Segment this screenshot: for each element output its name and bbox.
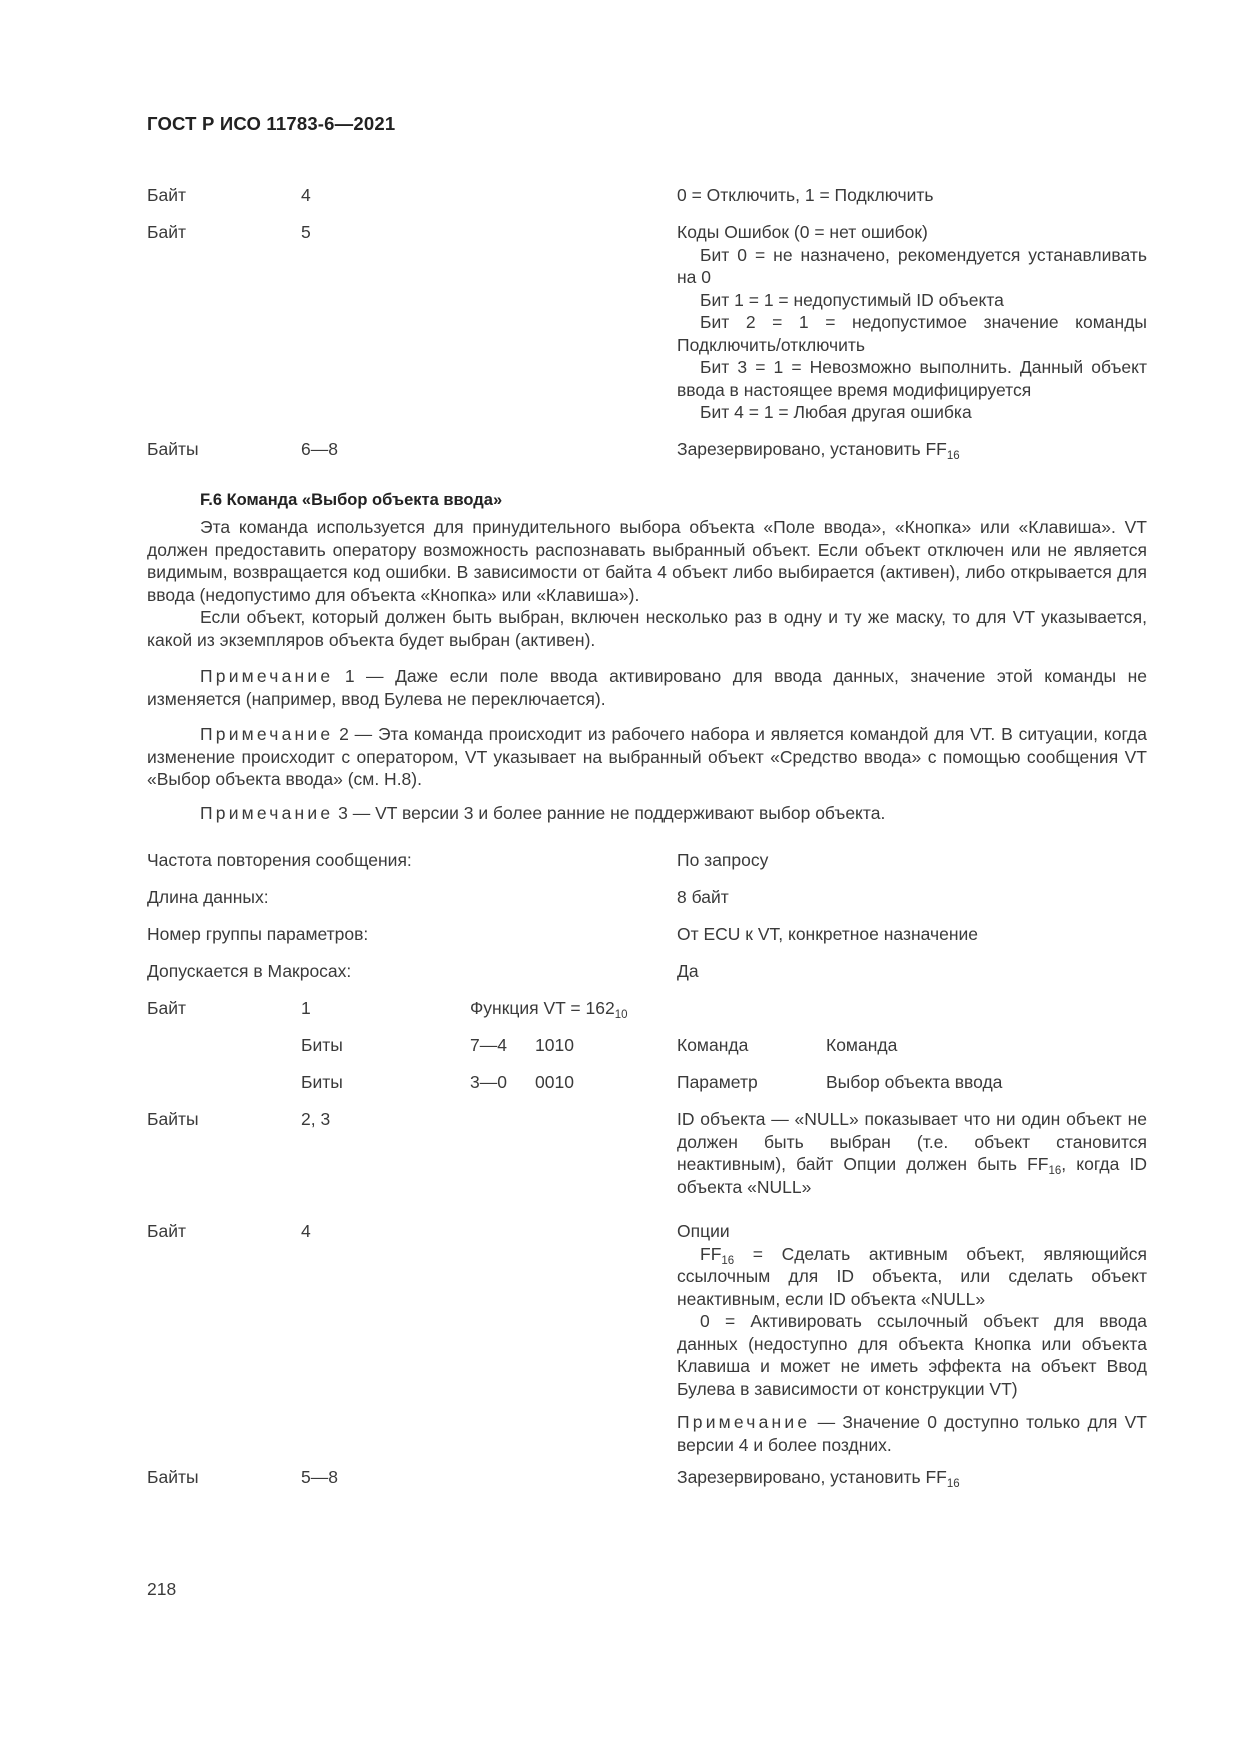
property-label: Допускается в Макросах: [147, 961, 352, 981]
row-description [677, 438, 960, 461]
hex-subscript: 16 [1048, 1165, 1062, 1177]
reserved-text: Зарезервировано, установить FF [677, 439, 947, 459]
note-text: — Значение 0 доступно только для VT версии 4 и более поздних. [677, 1412, 1147, 1455]
vt-function-text: Функция VT = 162 [470, 998, 615, 1018]
property-label: Длина данных: [147, 887, 269, 907]
document-header: ГОСТ Р ИСО 11783-6—2021 [147, 113, 396, 134]
row-byte-number: 2, 3 [301, 1109, 331, 1129]
option-ff-code: FF [700, 1243, 722, 1264]
bits-range: 3—0 [470, 1072, 507, 1092]
bits-description: Выбор объекта ввода [826, 1072, 1003, 1092]
row-byte-number: 4 [301, 185, 311, 205]
note-label: Примечание [200, 666, 334, 686]
vt-function [470, 997, 628, 1020]
option-ff [677, 1243, 1147, 1311]
options-title: Опции [677, 1221, 730, 1241]
property-value: Да [677, 961, 699, 981]
note-1 [147, 665, 1147, 710]
row-label: Байты [147, 1109, 199, 1129]
error-bit-2: Бит 2 = 1 = недопустимое значение команды Подключить/отключить [677, 312, 1147, 355]
property-label: Номер группы параметров: [147, 924, 369, 944]
row-description [677, 1466, 960, 1489]
section-title: F.6 Команда «Выбор объекта ввода» [200, 491, 503, 509]
page-number: 218 [147, 1579, 177, 1599]
bits-value: 0010 [535, 1072, 574, 1092]
row-byte-number: 4 [301, 1221, 311, 1241]
paragraph: Если объект, который должен быть выбран, включен несколько раз в одну и ту же маску, то для VT указывается, какой из экземпляров объекта будет выбран (активен). [147, 607, 1147, 650]
option-ff-text: = Сделать активным объект, являющийся ссылочным для ID объекта, или сделать объект неактивным, если ID объекта «NULL» [677, 1243, 1147, 1309]
bits-label: Биты [301, 1035, 343, 1055]
section-body [147, 516, 1147, 651]
note-text: 1 — Даже если поле ввода активировано для ввода данных, значение этой команды не изменяется (например, ввод Булева не переключается). [147, 666, 1147, 709]
row-byte-number: 6—8 [301, 439, 338, 459]
error-bit-3: Бит 3 = 1 = Невозможно выполнить. Данный объект ввода в настоящее время модифицируется [677, 357, 1147, 400]
property-label: Частота повторения сообщения: [147, 850, 412, 870]
bits-description: Команда [826, 1035, 898, 1055]
bits-range: 7—4 [470, 1035, 507, 1055]
property-value: От ECU к VT, конкретное назначение [677, 924, 979, 944]
row-label: Байт [147, 1221, 187, 1241]
options-note [677, 1411, 1147, 1456]
row-label: Байт [147, 185, 187, 205]
error-codes-block [677, 221, 1147, 424]
hex-subscript: 16 [721, 1254, 735, 1267]
error-bit-0: Бит 0 = не назначено, рекомендуется устанавливать на 0 [677, 244, 1147, 287]
option-zero: 0 = Активировать ссылочный объект для ввода данных (недоступно для объекта Кнопка или объекта Клавиша и может не иметь эффекта на объект Ввод Булева в зависимости от конструкции VT) [677, 1311, 1147, 1399]
note-label: Примечание [200, 724, 334, 744]
row-description: 0 = Отключить, 1 = Подключить [677, 185, 934, 205]
row-label: Байты [147, 1467, 199, 1487]
bits-label: Биты [301, 1072, 343, 1092]
error-bit-1: Бит 1 = 1 = недопустимый ID объекта [700, 289, 1004, 310]
note-2 [147, 723, 1147, 791]
bits-value: 1010 [535, 1035, 574, 1055]
paragraph: Эта команда используется для принудительного выбора объекта «Поле ввода», «Кнопка» или «Клавиша». VT должен предоставить оператору возможность распознавать выбранный объект. Если объект отключен или не является видимым, возвращается код ошибки. В зависимости от байта 4 объект либо выбирается (активен), либо открывается для ввода (недопустимо для объекта «Кнопка» или «Клавиша»). [147, 517, 1147, 605]
property-value: По запросу [677, 850, 769, 870]
object-id-description [677, 1108, 1147, 1198]
note-label: Примечание [200, 803, 334, 823]
row-label: Байт [147, 222, 187, 242]
row-byte-number: 5 [301, 222, 311, 242]
hex-subscript: 16 [946, 1478, 960, 1490]
property-value: 8 байт [677, 887, 729, 907]
note-3 [147, 802, 1147, 825]
row-label: Байт [147, 998, 187, 1018]
options-block [677, 1220, 1147, 1456]
error-codes-title: Коды Ошибок (0 = нет ошибок) [677, 222, 928, 242]
row-label: Байты [147, 439, 199, 459]
decimal-subscript: 10 [614, 1009, 628, 1021]
bits-name: Параметр [677, 1072, 758, 1092]
note-text: 3 — VT версии 3 и более ранние не поддерживают выбор объекта. [338, 803, 886, 823]
error-bit-4: Бит 4 = 1 = Любая другая ошибка [700, 402, 972, 422]
row-byte-number: 1 [301, 998, 311, 1018]
object-id-text: ID объекта — «NULL» показывает что ни один объект не должен быть выбран (т.е. объект становится неактивным), байт Опции должен быть FF [677, 1109, 1147, 1174]
row-byte-number: 5—8 [301, 1467, 338, 1487]
bits-name: Команда [677, 1035, 749, 1055]
object-id-text-tail: , когда ID объекта «NULL» [677, 1154, 1148, 1197]
hex-subscript: 16 [946, 450, 960, 462]
note-label: Примечание [677, 1412, 811, 1432]
reserved-text: Зарезервировано, установить FF [677, 1467, 947, 1487]
note-text: 2 — Эта команда происходит из рабочего набора и является командой для VT. В ситуации, когда изменение происходит с оператором, VT указывает на выбранный объект «Средство ввода» с помощью сообщения VT «Выбор объекта ввода» (см. H.8). [147, 724, 1147, 789]
